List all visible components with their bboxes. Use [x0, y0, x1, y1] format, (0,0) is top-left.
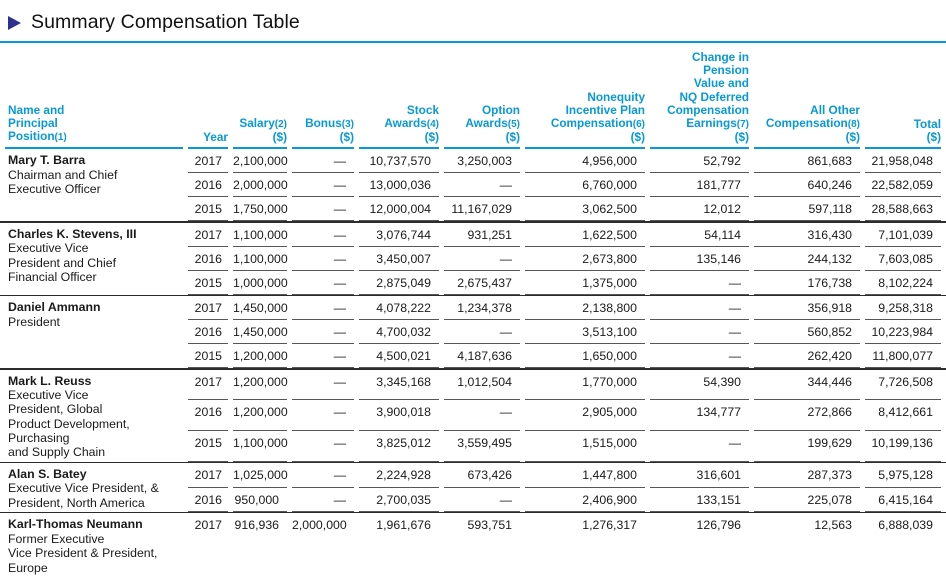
executive-position-line: Vice President & President,	[8, 546, 158, 561]
cell-pension-change: 54,114	[650, 223, 749, 247]
section-marker-icon	[8, 16, 21, 30]
cell-stock-awards: 1,961,676	[376, 518, 431, 533]
cell-salary: 1,200,000	[233, 344, 287, 368]
column-header-line: Compensation(6)	[550, 116, 645, 131]
executive-position-line: President, North America	[8, 495, 145, 510]
cell-pension-change: 316,601	[650, 463, 749, 488]
executive-position-line: Financial Officer	[8, 269, 97, 284]
column-header-line: ($)	[630, 130, 645, 145]
cell-nonequity-incentive: 1,515,000	[525, 431, 645, 462]
cell-bonus: —	[292, 149, 354, 173]
cell-nonequity-incentive: 1,276,317	[582, 518, 637, 533]
column-header-line: Pension	[703, 63, 749, 78]
executive-position-line: and Supply Chain	[8, 445, 106, 460]
cell-pension-change: 52,792	[650, 149, 749, 173]
column-header-line: Bonus(3)	[305, 116, 354, 131]
executive-name: Charles K. Stevens, III	[8, 226, 137, 241]
cell-nonequity-incentive: 1,375,000	[525, 271, 645, 295]
cell-total: 21,958,048	[865, 149, 941, 173]
executive-position-line: Executive Vice	[8, 241, 89, 256]
executive-name-cell	[5, 149, 183, 221]
cell-bonus: —	[292, 370, 354, 401]
column-header-total	[865, 43, 941, 149]
cell-stock-awards: 13,000,036	[359, 173, 439, 197]
cell-all-other-comp: 199,629	[754, 431, 860, 462]
cell-salary: 1,100,000	[233, 247, 287, 271]
cell-option-awards: 673,426	[444, 463, 520, 488]
cell-stock-awards: 12,000,004	[359, 197, 439, 221]
cell-year: 2017	[188, 223, 228, 247]
cell-pension-change: —	[650, 271, 749, 295]
executive-position-line: Europe	[8, 560, 48, 575]
column-header-all-other-comp	[754, 43, 860, 149]
column-header-line: Awards(4)	[384, 116, 439, 131]
cell-salary: 950,000	[233, 488, 287, 513]
cell-all-other-comp: 344,446	[754, 370, 860, 401]
cell-all-other-comp: 316,430	[754, 223, 860, 247]
cell-option-awards: 2,675,437	[444, 271, 520, 295]
cell-pension-change: 135,146	[650, 247, 749, 271]
column-header-line: ($)	[339, 130, 354, 145]
column-header-line: Total	[913, 117, 941, 132]
cell-pension-change: —	[650, 344, 749, 368]
cell-option-awards: 11,167,029	[444, 197, 520, 221]
cell-nonequity-incentive: 2,406,900	[525, 488, 645, 513]
cell-pension-change: 134,777	[650, 400, 749, 431]
column-header-salary	[233, 43, 287, 149]
cell-all-other-comp: 640,246	[754, 173, 860, 197]
table-row	[5, 149, 941, 173]
cell-all-other-comp: 356,918	[754, 296, 860, 320]
cell-option-awards: 4,187,636	[444, 344, 520, 368]
cell-all-other-comp: 861,683	[754, 149, 860, 173]
cell-nonequity-incentive: 6,760,000	[525, 173, 645, 197]
executive-position-line: Executive Officer	[8, 182, 101, 197]
table-row	[5, 370, 941, 401]
cell-bonus: —	[292, 197, 354, 221]
cell-stock-awards: 3,825,012	[359, 431, 439, 462]
cell-salary: 1,750,000	[233, 197, 287, 221]
cell-pension-change: 12,012	[650, 197, 749, 221]
table-header-row	[5, 43, 941, 149]
cell-nonequity-incentive: 2,138,800	[525, 296, 645, 320]
cell-salary: 1,200,000	[233, 400, 287, 431]
cell-stock-awards: 3,076,744	[359, 223, 439, 247]
table-row	[5, 513, 941, 576]
cell-option-awards: 1,012,504	[444, 370, 520, 401]
cell-bonus: —	[292, 488, 354, 513]
cell-salary: 1,100,000	[233, 431, 287, 462]
cell-year: 2017	[194, 518, 222, 533]
cell-stock-awards: 3,450,007	[359, 247, 439, 271]
cell-stock-awards: 2,224,928	[359, 463, 439, 488]
cell-salary: 916,936	[234, 518, 279, 533]
cell-total: 6,888,039	[878, 518, 933, 533]
cell-total: 8,412,661	[865, 400, 941, 431]
table-row	[5, 223, 941, 247]
executive-name-cell	[5, 370, 183, 462]
column-header-line: Name and	[8, 102, 65, 117]
executive-name-cell	[5, 223, 183, 295]
executive-position-line: President, Global	[8, 402, 103, 417]
cell-bonus: —	[292, 463, 354, 488]
cell-salary: 2,100,000	[233, 149, 287, 173]
column-header-option-awards	[444, 43, 520, 149]
cell-total: 7,726,508	[865, 370, 941, 401]
column-header-line: ($)	[424, 130, 439, 145]
executive-name: Daniel Ammann	[8, 300, 101, 315]
executive-name: Mark L. Reuss	[8, 373, 92, 388]
cell-all-other-comp: 262,420	[754, 344, 860, 368]
cell-year: 2017	[188, 149, 228, 173]
column-header-line: Stock	[406, 102, 439, 117]
cell-pension-change: 126,796	[696, 518, 741, 533]
cell-all-other-comp: 560,852	[754, 320, 860, 344]
column-header-line: Year	[203, 130, 228, 145]
executive-position-line: President and Chief	[8, 255, 117, 270]
executive-position-line: Executive Vice	[8, 388, 89, 403]
cell-year: 2015	[188, 344, 228, 368]
cell-all-other-comp: 225,078	[754, 488, 860, 513]
cell-option-awards: 1,234,378	[444, 296, 520, 320]
cell-total: 5,975,128	[865, 463, 941, 488]
cell-bonus: —	[292, 271, 354, 295]
cell-bonus: —	[292, 320, 354, 344]
column-header-stock-awards	[359, 43, 439, 149]
cell-all-other-comp: 244,132	[754, 247, 860, 271]
cell-year: 2015	[188, 197, 228, 221]
executive-name-cell	[5, 513, 183, 576]
cell-stock-awards: 4,700,032	[359, 320, 439, 344]
cell-all-other-comp: 272,866	[754, 400, 860, 431]
cell-salary: 1,450,000	[233, 296, 287, 320]
column-header-name	[5, 43, 183, 149]
table-row	[5, 296, 941, 320]
column-header-line: Position(1)	[8, 129, 67, 144]
column-header-line: ($)	[505, 130, 520, 145]
cell-pension-change: —	[650, 296, 749, 320]
cell-option-awards: —	[444, 400, 520, 431]
cell-stock-awards: 4,078,222	[359, 296, 439, 320]
cell-year: 2015	[188, 271, 228, 295]
cell-year: 2016	[188, 400, 228, 431]
cell-option-awards: —	[444, 173, 520, 197]
cell-nonequity-incentive: 1,622,500	[525, 223, 645, 247]
cell-year: 2016	[188, 320, 228, 344]
executive-position-line: Purchasing	[8, 430, 70, 445]
column-header-line: ($)	[926, 130, 941, 145]
executive-name: Alan S. Batey	[8, 466, 87, 481]
cell-total: 28,588,663	[865, 197, 941, 221]
cell-option-awards: 3,559,495	[444, 431, 520, 462]
cell-salary: 2,000,000	[233, 173, 287, 197]
cell-option-awards: 931,251	[444, 223, 520, 247]
page-title: Summary Compensation Table	[31, 11, 300, 33]
cell-all-other-comp: 176,738	[754, 271, 860, 295]
column-header-line: All Other	[810, 102, 860, 117]
cell-total: 10,223,984	[865, 320, 941, 344]
column-header-line: ($)	[845, 130, 860, 145]
cell-salary: 1,450,000	[233, 320, 287, 344]
cell-year: 2016	[188, 488, 228, 513]
column-header-line: Compensation(8)	[765, 116, 860, 131]
cell-option-awards: —	[444, 488, 520, 513]
cell-option-awards: 593,751	[467, 518, 512, 533]
executive-name: Karl-Thomas Neumann	[8, 517, 143, 532]
cell-salary: 1,200,000	[233, 370, 287, 401]
column-header-line: Nonequity	[587, 89, 645, 104]
cell-pension-change: 54,390	[650, 370, 749, 401]
cell-stock-awards: 4,500,021	[359, 344, 439, 368]
cell-pension-change: —	[650, 431, 749, 462]
cell-nonequity-incentive: 1,770,000	[525, 370, 645, 401]
cell-total: 8,102,224	[865, 271, 941, 295]
executive-name-cell	[5, 463, 183, 512]
column-header-line: Incentive Plan	[565, 102, 645, 117]
cell-bonus: —	[292, 223, 354, 247]
cell-stock-awards: 2,700,035	[359, 488, 439, 513]
cell-bonus: —	[292, 173, 354, 197]
cell-bonus: —	[292, 247, 354, 271]
cell-bonus: —	[292, 431, 354, 462]
cell-nonequity-incentive: 3,513,100	[525, 320, 645, 344]
column-header-line: Option	[481, 102, 520, 117]
cell-total: 9,258,318	[865, 296, 941, 320]
cell-year: 2017	[188, 463, 228, 488]
cell-salary: 1,100,000	[233, 223, 287, 247]
cell-year: 2017	[188, 296, 228, 320]
executive-name-cell	[5, 296, 183, 368]
column-header-line: NQ Deferred	[679, 89, 749, 104]
cell-all-other-comp: 287,373	[754, 463, 860, 488]
cell-bonus: 2,000,000	[292, 518, 347, 533]
cell-total: 11,800,077	[865, 344, 941, 368]
executive-position-line: Chairman and Chief	[8, 167, 118, 182]
cell-all-other-comp: 597,118	[754, 197, 860, 221]
column-header-line: Awards(5)	[465, 116, 520, 131]
cell-salary: 1,000,000	[233, 271, 287, 295]
cell-nonequity-incentive: 2,673,800	[525, 247, 645, 271]
column-header-line: Salary(2)	[239, 116, 287, 131]
cell-nonequity-incentive: 4,956,000	[525, 149, 645, 173]
column-header-line: ($)	[272, 130, 287, 145]
column-header-line: Earnings(7)	[686, 116, 749, 131]
cell-total: 10,199,136	[865, 431, 941, 462]
cell-option-awards: —	[444, 247, 520, 271]
column-header-bonus	[292, 43, 354, 149]
cell-bonus: —	[292, 400, 354, 431]
cell-stock-awards: 10,737,570	[359, 149, 439, 173]
summary-compensation-table	[0, 43, 946, 577]
cell-year: 2015	[188, 431, 228, 462]
column-header-pension-change	[650, 43, 749, 149]
executive-position-line: Product Development,	[8, 416, 130, 431]
cell-total: 7,101,039	[865, 223, 941, 247]
cell-pension-change: —	[650, 320, 749, 344]
cell-nonequity-incentive: 3,062,500	[525, 197, 645, 221]
cell-bonus: —	[292, 344, 354, 368]
column-header-line: Compensation	[667, 102, 749, 117]
cell-total: 22,582,059	[865, 173, 941, 197]
cell-stock-awards: 3,345,168	[359, 370, 439, 401]
executive-position-line: Former Executive	[8, 531, 105, 546]
executive-position-line: Executive Vice President, &	[8, 481, 159, 496]
cell-stock-awards: 3,900,018	[359, 400, 439, 431]
cell-nonequity-incentive: 1,650,000	[525, 344, 645, 368]
cell-bonus: —	[292, 296, 354, 320]
cell-stock-awards: 2,875,049	[359, 271, 439, 295]
cell-nonequity-incentive: 1,447,800	[525, 463, 645, 488]
cell-option-awards: 3,250,003	[444, 149, 520, 173]
cell-year: 2016	[188, 173, 228, 197]
section-title-bar	[0, 0, 946, 36]
cell-all-other-comp: 12,563	[814, 518, 852, 533]
cell-year: 2016	[188, 247, 228, 271]
cell-pension-change: 133,151	[650, 488, 749, 513]
cell-pension-change: 181,777	[650, 173, 749, 197]
column-header-line: Value and	[693, 76, 749, 91]
cell-nonequity-incentive: 2,905,000	[525, 400, 645, 431]
executive-name: Mary T. Barra	[8, 153, 86, 168]
cell-year: 2017	[188, 370, 228, 401]
cell-option-awards: —	[444, 320, 520, 344]
cell-total: 7,603,085	[865, 247, 941, 271]
cell-salary: 1,025,000	[233, 463, 287, 488]
column-header-line: ($)	[734, 130, 749, 145]
table-row	[5, 463, 941, 488]
column-header-year	[188, 43, 228, 149]
column-header-line: Change in	[691, 50, 749, 64]
cell-total: 6,415,164	[865, 488, 941, 513]
column-header-nonequity-incentive	[525, 43, 645, 149]
executive-position-line: President	[8, 314, 60, 329]
column-header-line: Principal	[8, 116, 58, 131]
